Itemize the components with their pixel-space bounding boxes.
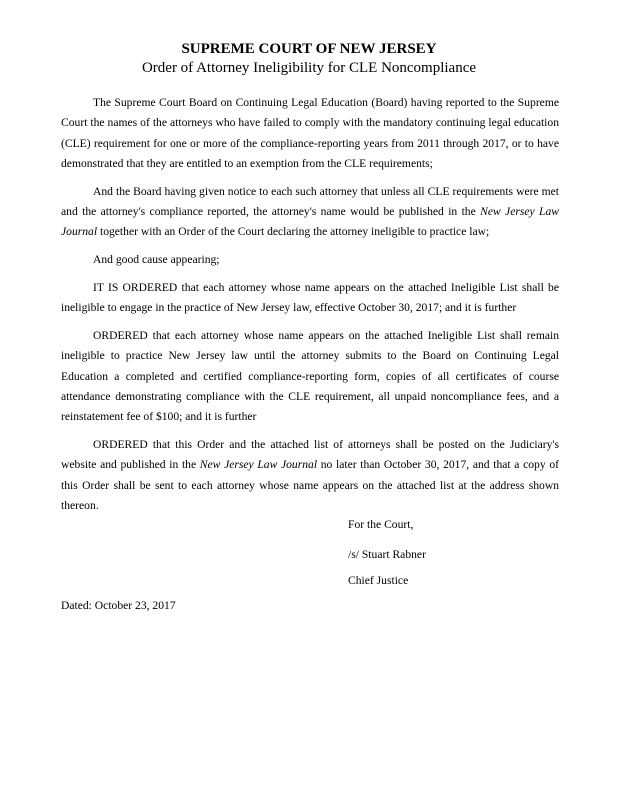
paragraph-ordered-reinstatement: ORDERED that each attorney whose name appears on the attached Ineligible List shall remain ineligible to practice New Jersey law until the attorney submits to the Board on Continuing Legal Education a completed and certified compliance-reporting form, copies of all certificates of course attendance demonstrating compliance with the CLE requirement, all unpaid noncompliance fees, and a reinstatement fee of $100; and it is further	[61, 328, 559, 424]
order-body	[61, 93, 559, 524]
paragraph-notice-text-b: together with an Order of the Court declaring the attorney ineligible to practice law;	[97, 225, 490, 239]
paragraph-board-report: The Supreme Court Board on Continuing Legal Education (Board) having reported to the Supreme Court the names of the attorneys who have failed to comply with the mandatory continuing legal education (CLE) requirement for one or more of the compliance-reporting years from 2011 through 2017, or to have demonstrated that they are entitled to an exemption from the CLE requirements;	[61, 96, 559, 170]
dated-line: Dated: October 23, 2017	[61, 599, 176, 612]
paragraph-publication-text-a: ORDERED that this Order and the attached list of attorneys shall be posted on the Judiciary's website and published in the	[61, 437, 559, 472]
paragraph-notice-text-a: And the Board having given notice to each such attorney that unless all CLE requirements were met and the attorney's compliance reported, the attorney's name would be published in the	[61, 184, 559, 218]
signature-signer: /s/ Stuart Rabner	[348, 548, 426, 561]
signature-for-court: For the Court,	[348, 518, 414, 531]
paragraph-good-cause: And good cause appearing;	[93, 253, 220, 267]
paragraph-publication-text-b: no later than October 30, 2017, and that a copy of this Order shall be sent to each attorney whose name appears on the attached list at the address shown thereon.	[61, 458, 559, 512]
paragraph-notice	[61, 182, 559, 243]
paragraph-it-is-ordered: IT IS ORDERED that each attorney whose name appears on the attached Ineligible List shall be ineligible to engage in the practice of New Jersey law, effective October 30, 2017; and it is further	[61, 280, 559, 315]
journal-name: New Jersey Law Journal	[61, 204, 559, 239]
court-title: SUPREME COURT OF NEW JERSEY	[181, 41, 437, 57]
order-subtitle: Order of Attorney Ineligibility for CLE Noncompliance	[141, 60, 477, 76]
journal-name: New Jersey Law Journal	[199, 458, 318, 472]
paragraph-ordered-publication	[61, 435, 559, 516]
signature-role: Chief Justice	[348, 574, 409, 587]
